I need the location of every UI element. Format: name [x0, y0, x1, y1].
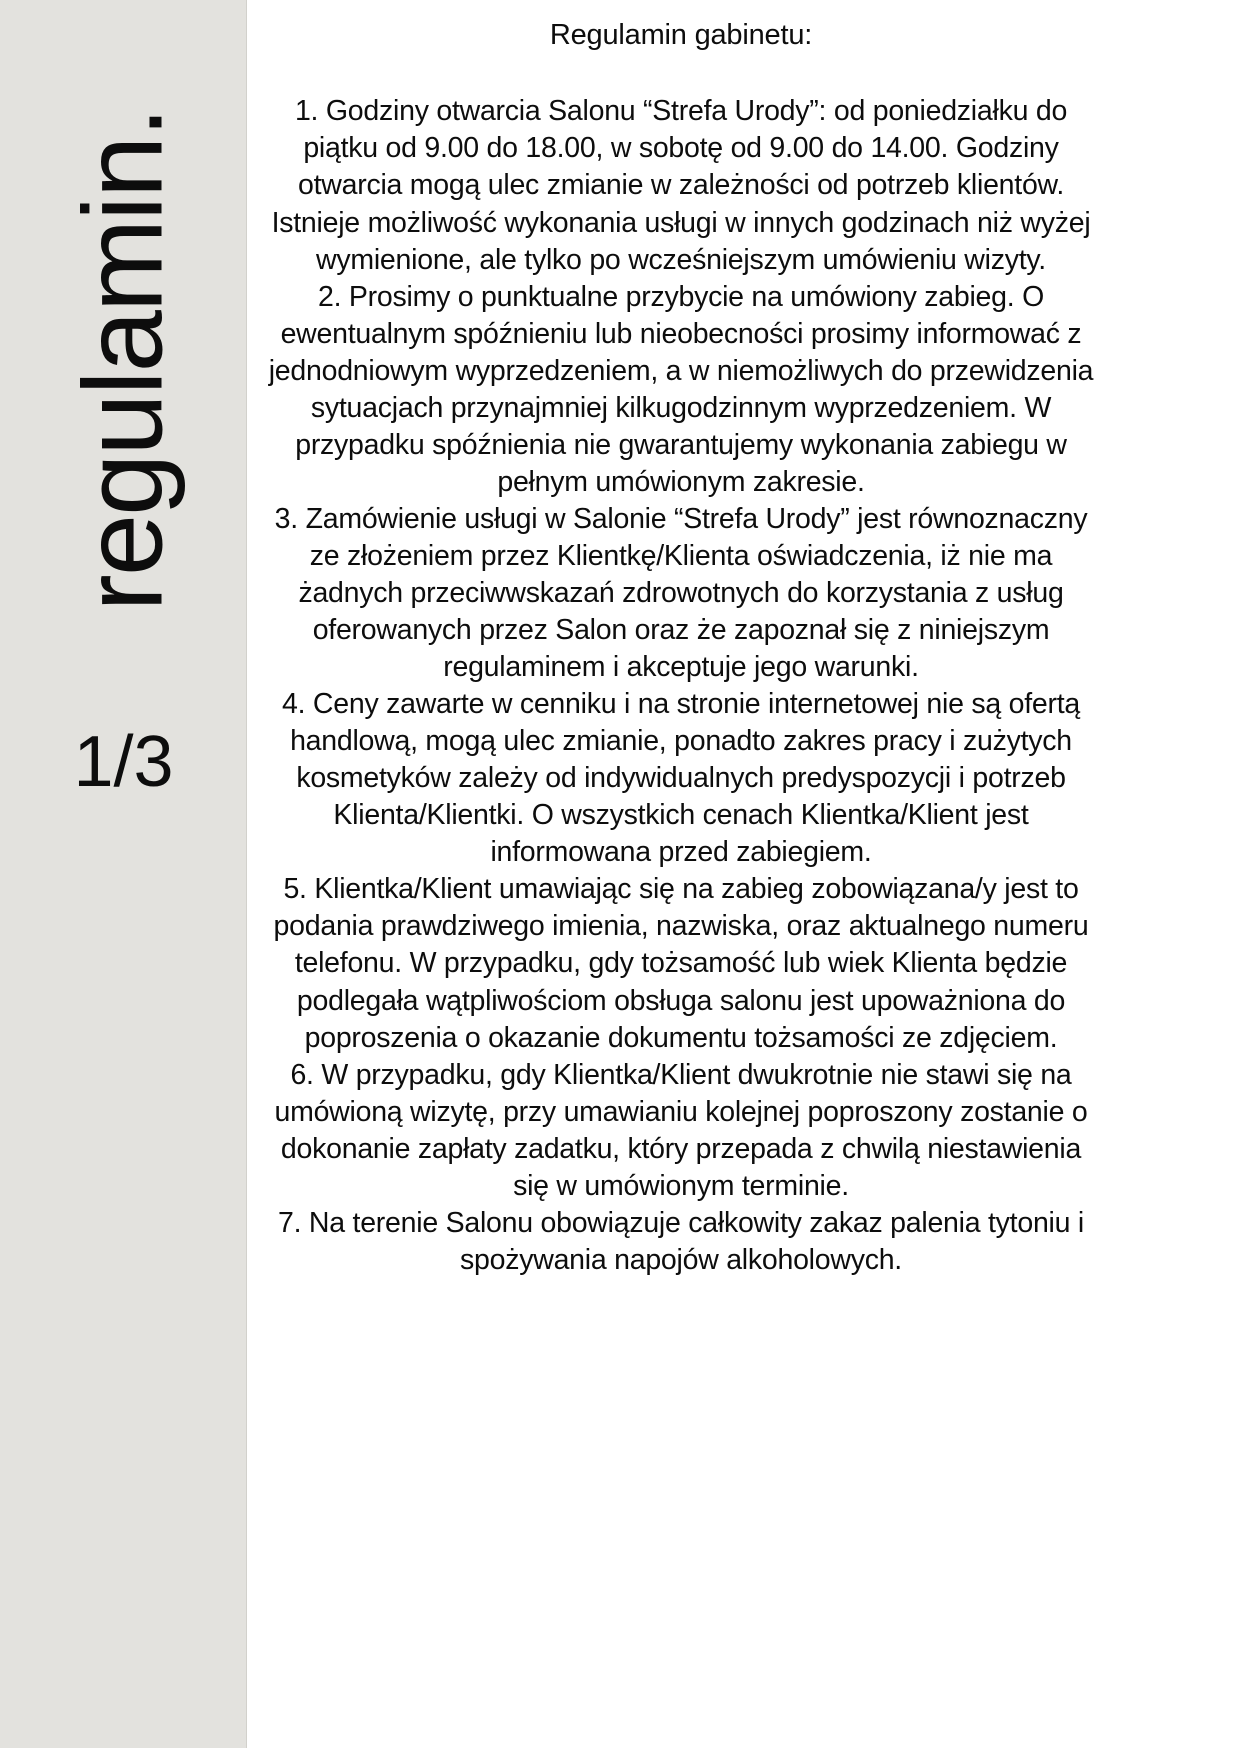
- clause-item: 3. Zamówienie usługi w Salonie “Strefa Urody” jest równoznaczny ze złożeniem przez Klientkę/Klienta oświadczenia, iż nie ma żadnych przeciwwskazań zdrowotnych do korzystania z usług oferowanych przez Salon oraz że zapoznał się z niniejszym regulaminem i akceptuje jego warunki.: [274, 502, 1088, 684]
- clause-item: 4. Ceny zawarte w cenniku i na stronie internetowej nie są ofertą handlową, mogą ulec zmianie, ponadto zakres pracy i zużytych kosmetyków zależy od indywidualnych predyspozycji i potrzeb Klienta/Klientki. O wszystkich cenach Klientka/Klient jest informowana przed zabiegiem.: [281, 688, 1081, 869]
- page-title: Regulamin gabinetu:: [549, 19, 813, 51]
- clause-list: [267, 93, 1095, 1279]
- clause-item: 7. Na terenie Salonu obowiązuje całkowity zakaz palenia tytoniu i spożywania napojów alkoholowych.: [278, 1206, 1084, 1276]
- clause-item: 5. Klientka/Klient umawiając się na zabieg zobowiązana/y jest to podania prawdziwego imienia, nazwiska, oraz aktualnego numeru telefonu. W przypadku, gdy tożsamość lub wiek Klienta będzie podlegała wątpliwościom obsługa salonu jest upoważniona do poproszenia o okazanie dokumentu tożsamości ze zdjęciem.: [273, 873, 1089, 1054]
- page-number: 1/3: [73, 722, 174, 802]
- document-content: [247, 0, 1240, 1748]
- sidebar-title-container: [0, 0, 247, 720]
- clause-item: 1. Godziny otwarcia Salonu “Strefa Urody”: od poniedziałku do piątku od 9.00 do 18.00, w sobotę od 9.00 do 14.00. Godziny otwarcia mogą ulec zmianie w zależności od potrzeb klientów. Istnieje możliwość wykonania usługi w innych godzinach niż wyżej wymienione, ale tylko po wcześniejszym umówieniu wizyty.: [271, 95, 1091, 276]
- sidebar: [0, 0, 247, 1748]
- clause-item: 6. W przypadku, gdy Klientka/Klient dwukrotnie nie stawi się na umówioną wizytę, przy umawianiu kolejnej poproszony zostanie o dokonanie zapłaty zadatku, który przepada z chwilą niestawienia się w umówionym terminie.: [274, 1058, 1088, 1202]
- sidebar-vertical-title: regulamin.: [60, 108, 186, 612]
- clause-item: 2. Prosimy o punktualne przybycie na umówiony zabieg. O ewentualnym spóźnieniu lub nieobecności prosimy informować z jednodniowym wyprzedzeniem, a w niemożliwych do przewidzenia sytuacjach przynajmniej kilkugodzinnym wyprzedzeniem. W przypadku spóźnienia nie gwarantujemy wykonania zabiegu w pełnym umówionym zakresie.: [268, 280, 1094, 498]
